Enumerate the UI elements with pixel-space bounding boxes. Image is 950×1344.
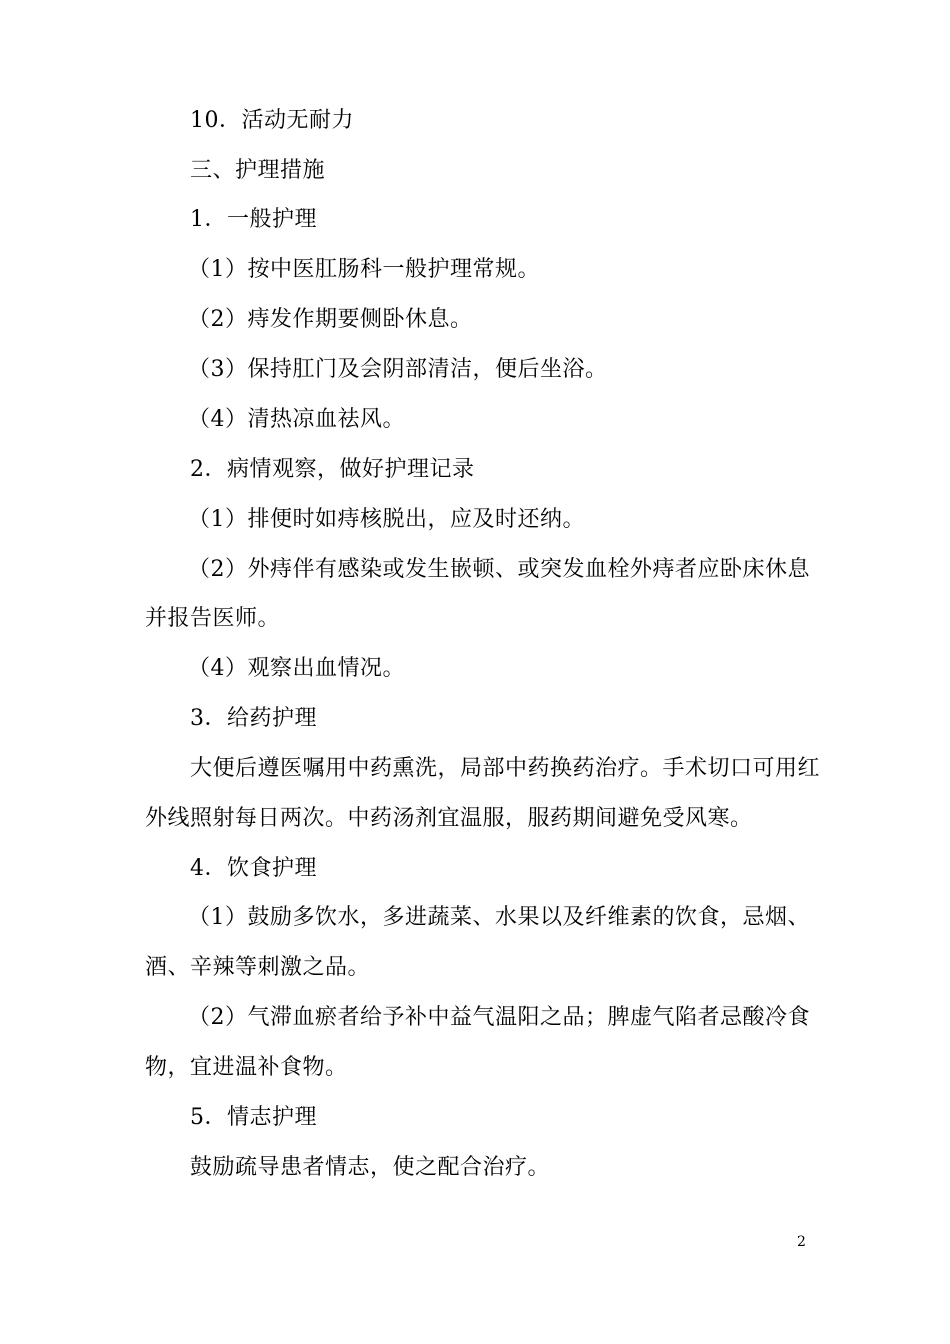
paragraph-general-care-2: （2）痔发作期要侧卧休息。 [188, 307, 473, 332]
paragraph-medication-care-continued: 外线照射每日两次。中药汤剂宜温服，服药期间避免受风寒。 [145, 806, 753, 831]
paragraph-general-care-1: （1）按中医肛肠科一般护理常规。 [188, 257, 540, 282]
paragraph-observation-2-continued: 并报告医师。 [145, 606, 281, 631]
subheading-general-care: 1．一般护理 [190, 207, 317, 232]
subheading-diet-care: 4．饮食护理 [190, 856, 317, 881]
paragraph-observation-1: （1）排便时如痔核脱出，应及时还纳。 [188, 507, 585, 532]
paragraph-diet-care-2-continued: 物，宜进温补食物。 [145, 1055, 348, 1080]
paragraph-diet-care-1-continued: 酒、辛辣等刺激之品。 [145, 955, 371, 980]
paragraph-observation-2: （2）外痔伴有感染或发生嵌顿、或突发血栓外痔者应卧床休息 [188, 557, 810, 582]
paragraph-general-care-3: （3）保持肛门及会阴部清洁，便后坐浴。 [188, 357, 608, 382]
subheading-medication-care: 3．给药护理 [190, 706, 317, 731]
list-item-activity-intolerance: 10．活动无耐力 [190, 108, 354, 133]
paragraph-general-care-4: （4）清热凉血祛风。 [188, 407, 405, 432]
paragraph-emotional-care: 鼓励疏导患者情志，使之配合治疗。 [190, 1155, 551, 1180]
paragraph-diet-care-1: （1）鼓励多饮水，多进蔬菜、水果以及纤维素的饮食，忌烟、 [188, 905, 810, 930]
subheading-emotional-care: 5．情志护理 [190, 1105, 317, 1130]
subheading-condition-observation: 2．病情观察，做好护理记录 [190, 457, 475, 482]
section-heading-nursing-measures: 三、护理措施 [190, 158, 326, 183]
paragraph-diet-care-2: （2）气滞血瘀者给予补中益气温阳之品；脾虚气陷者忌酸冷食 [188, 1005, 810, 1030]
paragraph-medication-care: 大便后遵医嘱用中药熏洗，局部中药换药治疗。手术切口可用红 [190, 756, 821, 781]
paragraph-observation-4: （4）观察出血情况。 [188, 656, 405, 681]
page-number: 2 [797, 1234, 806, 1250]
